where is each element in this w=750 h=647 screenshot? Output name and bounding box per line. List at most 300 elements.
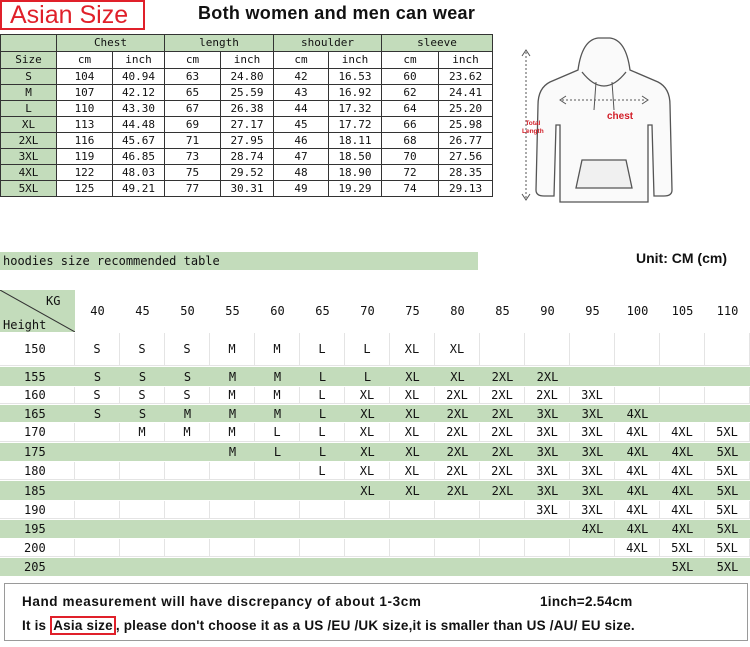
recommended-size-cell: L [300, 462, 345, 480]
recommended-size-cell [570, 558, 615, 576]
measurement-cell: 42 [274, 69, 329, 85]
recommended-size-cell: 4XL [626, 483, 649, 498]
size-row [1, 181, 493, 197]
size-name-cell: L [1, 101, 57, 117]
recommended-size-cell [300, 520, 345, 538]
size-name-cell: 4XL [1, 165, 57, 181]
measurement-cell: 110 [57, 101, 113, 117]
measurement-cell: 74 [382, 181, 439, 197]
recommended-size-cell: 2XL [491, 406, 514, 421]
recommended-size-cell [300, 539, 345, 557]
recommended-size-cell: L [318, 406, 327, 421]
measurement-cell: 17.32 [329, 101, 382, 117]
measurement-cell: 44 [274, 101, 329, 117]
recommended-size-cell: S [120, 333, 165, 366]
asian-size-title: Asian Size [0, 0, 145, 30]
recommended-size-cell: 5XL [716, 445, 739, 459]
size-row [1, 69, 493, 85]
recommended-size-cell [705, 387, 750, 404]
recommended-size-cell: 4XL [615, 462, 660, 480]
measurement-cell: 42.12 [113, 85, 165, 101]
weight-header-cell: 95 [585, 304, 600, 318]
height-row [0, 333, 750, 366]
recommended-size-cell [525, 520, 570, 538]
recommended-size-cell [705, 405, 750, 422]
height-cell: 190 [0, 501, 75, 519]
recommended-size-cell [525, 539, 570, 557]
recommended-size-cell: 2XL [491, 369, 514, 384]
unit-header: inch [439, 52, 493, 69]
measurement-cell: 26.77 [439, 133, 493, 149]
measurement-cell: 70 [382, 149, 439, 165]
recommended-size-cell: 2XL [435, 423, 480, 442]
unit-header: cm [382, 52, 439, 69]
weight-header-cell: 70 [360, 304, 375, 318]
recommended-size-cell: 3XL [525, 501, 570, 519]
measurement-cell: 113 [57, 117, 113, 133]
total-length-label [522, 120, 544, 136]
measurement-cell: 17.72 [329, 117, 382, 133]
recommended-size-cell: 2XL [446, 483, 469, 498]
height-row [0, 387, 750, 404]
size-name-cell: XL [1, 117, 57, 133]
recommended-size-cell [255, 520, 300, 538]
height-row [0, 539, 750, 557]
recommended-size-cell: L [300, 387, 345, 404]
recommended-size-cell: 4XL [626, 445, 649, 459]
size-name-cell: 3XL [1, 149, 57, 165]
recommended-size-cell: S [75, 387, 120, 404]
inch-conversion-note: 1inch=2.54cm [540, 594, 633, 609]
weight-header-cell: 85 [495, 304, 510, 318]
notice-box [4, 583, 748, 641]
weight-header-cell: 40 [90, 304, 105, 318]
recommended-size-cell: 4XL [626, 406, 649, 421]
size-row [1, 149, 493, 165]
measurement-cell: 71 [165, 133, 221, 149]
recommended-size-cell: L [300, 423, 345, 442]
height-row [0, 462, 750, 480]
recommended-size-cell [75, 501, 120, 519]
recommended-size-cell [210, 558, 255, 576]
recommended-size-cell [75, 423, 120, 442]
measurement-cell: 25.20 [439, 101, 493, 117]
measurement-cell: 19.29 [329, 181, 382, 197]
recommended-size-cell: 5XL [671, 560, 694, 574]
measurement-cell: 69 [165, 117, 221, 133]
recommended-size-cell: S [183, 369, 192, 384]
recommended-size-cell: S [93, 406, 102, 421]
unisex-heading: Both women and men can wear [198, 3, 476, 23]
recommended-size-cell [570, 367, 615, 386]
measurement-cell: 116 [57, 133, 113, 149]
measurement-cell: 28.74 [221, 149, 274, 165]
recommended-size-cell [255, 501, 300, 519]
measurement-cell: 49.21 [113, 181, 165, 197]
recommended-size-cell: S [165, 333, 210, 366]
measurement-cell: 24.80 [221, 69, 274, 85]
recommended-size-cell [615, 387, 660, 404]
recommended-size-cell: XL [390, 333, 435, 366]
recommended-size-cell [120, 443, 165, 461]
recommended-size-cell: 3XL [581, 483, 604, 498]
measurement-cell: 40.94 [113, 69, 165, 85]
recommended-size-cell: 2XL [491, 483, 514, 498]
corner-cell [1, 35, 57, 52]
weight-header-cell: 90 [540, 304, 555, 318]
measurement-cell: 28.35 [439, 165, 493, 181]
recommended-size-cell [165, 520, 210, 538]
recommended-size-cell: XL [345, 462, 390, 480]
recommended-size-cell: 5XL [716, 560, 739, 574]
measurement-cell: 125 [57, 181, 113, 197]
recommended-size-cell [255, 539, 300, 557]
size-column-header: Size [1, 52, 57, 69]
recommended-size-cell: XL [405, 369, 420, 384]
recommended-size-cell [525, 333, 570, 366]
weight-header-cell: 50 [180, 304, 195, 318]
weight-header-cell: 45 [135, 304, 150, 318]
recommended-size-cell: L [255, 423, 300, 442]
recommended-size-cell [120, 501, 165, 519]
recommended-size-cell: 4XL [615, 539, 660, 557]
recommended-size-cell: 5XL [705, 539, 750, 557]
recommended-size-cell [75, 539, 120, 557]
height-row [0, 481, 750, 500]
recommended-size-cell [210, 481, 255, 500]
recommended-table-title: hoodies size recommended table [0, 252, 478, 270]
recommended-size-cell: XL [405, 445, 420, 459]
recommended-size-cell: M [210, 333, 255, 366]
measurement-cell: 107 [57, 85, 113, 101]
recommended-size-cell [165, 443, 210, 461]
size-group-header-row [1, 35, 493, 52]
recommended-size-cell: XL [360, 445, 375, 459]
height-row [0, 558, 750, 576]
recommended-size-cell: M [210, 387, 255, 404]
measurement-cell: 25.59 [221, 85, 274, 101]
recommended-size-cell [480, 520, 525, 538]
measurement-cell: 45.67 [113, 133, 165, 149]
recommended-size-cell: 3XL [525, 462, 570, 480]
recommended-size-cell [435, 558, 480, 576]
recommended-size-cell [660, 367, 705, 386]
height-row [0, 520, 750, 538]
measurement-cell: 67 [165, 101, 221, 117]
measurement-cell: 66 [382, 117, 439, 133]
recommended-size-cell: M [120, 423, 165, 442]
recommended-size-cell: XL [405, 406, 420, 421]
unit-header: cm [57, 52, 113, 69]
height-label: Height [3, 318, 47, 332]
recommended-size-cell: S [165, 387, 210, 404]
recommended-size-cell [705, 333, 750, 366]
total-length-line1: Total [525, 120, 541, 127]
recommended-size-cell [660, 333, 705, 366]
recommended-size-cell: XL [405, 483, 420, 498]
recommended-size-cell: 3XL [525, 423, 570, 442]
recommended-size-cell [480, 333, 525, 366]
height-cell: 185 [24, 483, 46, 498]
asia-size-warning [22, 618, 635, 633]
warning-prefix: It is [22, 618, 51, 633]
recommended-size-cell: M [210, 423, 255, 442]
measurement-cell: 63 [165, 69, 221, 85]
recommended-size-cell [345, 520, 390, 538]
chest-label: chest [607, 111, 634, 122]
recommended-size-cell: 2XL [435, 387, 480, 404]
recommended-size-cell: L [318, 369, 327, 384]
measurement-cell: 43 [274, 85, 329, 101]
recommended-size-cell: 3XL [536, 483, 559, 498]
recommended-size-cell: 5XL [716, 522, 739, 536]
recommended-size-cell [75, 558, 120, 576]
recommended-size-cell: M [228, 445, 237, 459]
recommended-size-cell: M [165, 423, 210, 442]
recommended-size-cell: 2XL [491, 445, 514, 459]
recommended-size-cell: M [228, 406, 237, 421]
recommended-size-cell: S [93, 369, 102, 384]
recommended-size-cell [120, 558, 165, 576]
recommended-size-cell: M [228, 369, 237, 384]
recommended-size-cell [165, 462, 210, 480]
recommended-size-cell: L [363, 369, 372, 384]
measurement-cell: 48.03 [113, 165, 165, 181]
measurement-cell: 44.48 [113, 117, 165, 133]
measurement-cell: 48 [274, 165, 329, 181]
height-cell: 200 [0, 539, 75, 557]
recommended-size-cell: 2XL [435, 462, 480, 480]
recommended-size-cell: XL [360, 483, 375, 498]
weight-header-cell: 60 [270, 304, 285, 318]
recommended-size-cell: XL [360, 406, 375, 421]
height-cell: 175 [24, 445, 46, 459]
recommended-size-cell [210, 520, 255, 538]
recommended-size-cell: 5XL [716, 483, 739, 498]
unit-header: inch [329, 52, 382, 69]
recommended-size-cell: 5XL [705, 501, 750, 519]
recommended-size-cell [390, 539, 435, 557]
recommended-size-cell: 4XL [581, 522, 604, 536]
recommended-size-cell [255, 558, 300, 576]
recommended-size-cell: S [120, 387, 165, 404]
height-cell: 180 [0, 462, 75, 480]
unit-header: cm [165, 52, 221, 69]
height-row [0, 423, 750, 442]
recommended-size-cell: M [255, 333, 300, 366]
recommended-size-cell: 4XL [671, 522, 694, 536]
measurement-cell: 119 [57, 149, 113, 165]
recommended-size-cell [165, 481, 210, 500]
size-unit-header-row [1, 52, 493, 69]
group-header-chest: Chest [57, 35, 165, 52]
measurement-cell: 43.30 [113, 101, 165, 117]
weight-header-cell: 80 [450, 304, 465, 318]
group-header-length: length [165, 35, 274, 52]
total-length-line2: Length [522, 128, 544, 135]
recommended-size-cell [300, 501, 345, 519]
height-row [0, 405, 750, 422]
recommended-size-cell [390, 558, 435, 576]
recommended-size-cell [255, 462, 300, 480]
recommended-size-cell [435, 501, 480, 519]
recommended-size-cell [660, 405, 705, 422]
recommended-size-cell [120, 462, 165, 480]
recommended-size-cell: 4XL [660, 423, 705, 442]
recommended-size-cell: XL [345, 387, 390, 404]
measurement-cell: 18.50 [329, 149, 382, 165]
recommended-size-cell: XL [345, 423, 390, 442]
recommended-size-cell: S [138, 369, 147, 384]
recommended-size-cell [255, 481, 300, 500]
recommended-size-cell: 2XL [480, 423, 525, 442]
recommended-size-cell [570, 333, 615, 366]
recommended-size-cell [390, 501, 435, 519]
recommended-size-cell [480, 558, 525, 576]
recommended-size-cell: 3XL [581, 406, 604, 421]
measurement-cell: 60 [382, 69, 439, 85]
measurement-cell: 18.11 [329, 133, 382, 149]
measurement-cell: 16.92 [329, 85, 382, 101]
recommended-size-cell [480, 501, 525, 519]
measurement-cell: 27.56 [439, 149, 493, 165]
recommended-size-cell: 2XL [446, 445, 469, 459]
recommended-size-cell: 4XL [671, 445, 694, 459]
recommended-size-cell: 2XL [446, 406, 469, 421]
recommended-size-cell: 3XL [570, 387, 615, 404]
measurement-cell: 65 [165, 85, 221, 101]
height-cell: 205 [24, 560, 46, 574]
group-header-shoulder: shoulder [274, 35, 382, 52]
measurement-cell: 77 [165, 181, 221, 197]
measurement-cell: 72 [382, 165, 439, 181]
height-row [0, 501, 750, 519]
recommended-size-cell: L [345, 333, 390, 366]
measurement-cell: 46 [274, 133, 329, 149]
recommended-size-cell: XL [390, 423, 435, 442]
recommended-size-cell [120, 481, 165, 500]
weight-header-row [0, 290, 750, 332]
recommended-size-cell: S [138, 406, 147, 421]
unit-header: inch [221, 52, 274, 69]
measurement-cell: 73 [165, 149, 221, 165]
recommended-size-cell [345, 539, 390, 557]
recommended-size-cell: 5XL [660, 539, 705, 557]
recommended-size-cell: 2XL [480, 387, 525, 404]
measurement-cell: 64 [382, 101, 439, 117]
measurement-cell: 25.98 [439, 117, 493, 133]
recommended-size-cell: 3XL [570, 501, 615, 519]
recommended-size-cell [75, 462, 120, 480]
recommended-size-cell: XL [390, 387, 435, 404]
unit-header: inch [113, 52, 165, 69]
group-header-sleeve: sleeve [382, 35, 493, 52]
recommended-size-cell [480, 539, 525, 557]
recommended-size-cell: 5XL [705, 462, 750, 480]
height-cell: 150 [0, 333, 75, 366]
recommended-size-cell [345, 558, 390, 576]
recommended-size-cell: L [318, 445, 327, 459]
size-row [1, 165, 493, 181]
measurement-cell: 104 [57, 69, 113, 85]
recommended-size-cell [615, 367, 660, 386]
recommended-size-cell [525, 558, 570, 576]
height-cell: 170 [0, 423, 75, 442]
recommended-size-cell [705, 367, 750, 386]
measurement-cell: 26.38 [221, 101, 274, 117]
discrepancy-note: Hand measurement will have discrepancy of about 1-3cm [22, 594, 422, 609]
size-row [1, 133, 493, 149]
size-chart-table [0, 34, 493, 197]
measurement-cell: 29.52 [221, 165, 274, 181]
measurement-cell: 75 [165, 165, 221, 181]
recommended-size-cell [435, 539, 480, 557]
recommended-size-cell: 4XL [671, 483, 694, 498]
recommended-size-cell [390, 520, 435, 538]
measurement-cell: 18.90 [329, 165, 382, 181]
measurement-cell: 24.41 [439, 85, 493, 101]
weight-header-cell: 65 [315, 304, 330, 318]
measurement-cell: 49 [274, 181, 329, 197]
asia-size-highlight: Asia size [50, 616, 116, 635]
recommended-size-cell: 4XL [626, 522, 649, 536]
measurement-cell: 68 [382, 133, 439, 149]
measurement-cell: 29.13 [439, 181, 493, 197]
recommended-size-cell: S [75, 333, 120, 366]
weight-header-cell: 100 [626, 304, 649, 318]
warning-text: , please don't choose it as a US /EU /UK size,it is smaller than US /AU/ EU size. [115, 618, 635, 633]
recommended-size-cell: L [273, 445, 282, 459]
measurement-cell: 46.85 [113, 149, 165, 165]
unit-header: cm [274, 52, 329, 69]
recommended-size-cell: 3XL [570, 462, 615, 480]
measurement-cell: 27.17 [221, 117, 274, 133]
recommended-size-cell: 2XL [480, 462, 525, 480]
recommended-size-cell [210, 462, 255, 480]
recommended-size-cell: 3XL [570, 423, 615, 442]
recommended-size-cell [120, 539, 165, 557]
recommended-size-cell [300, 558, 345, 576]
recommended-size-cell [615, 558, 660, 576]
recommended-size-cell: M [273, 369, 282, 384]
weight-header-cell: 105 [671, 304, 694, 318]
height-cell: 195 [24, 522, 46, 536]
weight-header-cell: 75 [405, 304, 420, 318]
hoodie-measurement-diagram [520, 30, 690, 210]
recommended-size-cell [345, 501, 390, 519]
recommended-size-cell: 4XL [615, 423, 660, 442]
height-row [0, 367, 750, 386]
recommended-size-cell: M [273, 406, 282, 421]
recommended-size-cell: 4XL [660, 501, 705, 519]
measurement-cell: 47 [274, 149, 329, 165]
measurement-cell: 62 [382, 85, 439, 101]
recommended-size-cell: L [300, 333, 345, 366]
recommended-size-cell [300, 481, 345, 500]
size-name-cell: 5XL [1, 181, 57, 197]
recommended-size-cell [435, 520, 480, 538]
recommended-size-cell [210, 501, 255, 519]
kg-label: KG [46, 294, 61, 308]
recommended-size-cell [165, 539, 210, 557]
recommended-size-cell: 2XL [525, 387, 570, 404]
recommended-size-cell: 2XL [536, 369, 559, 384]
height-cell: 165 [24, 406, 46, 421]
measurement-cell: 16.53 [329, 69, 382, 85]
size-row [1, 85, 493, 101]
measurement-cell: 30.31 [221, 181, 274, 197]
recommended-size-cell [660, 387, 705, 404]
